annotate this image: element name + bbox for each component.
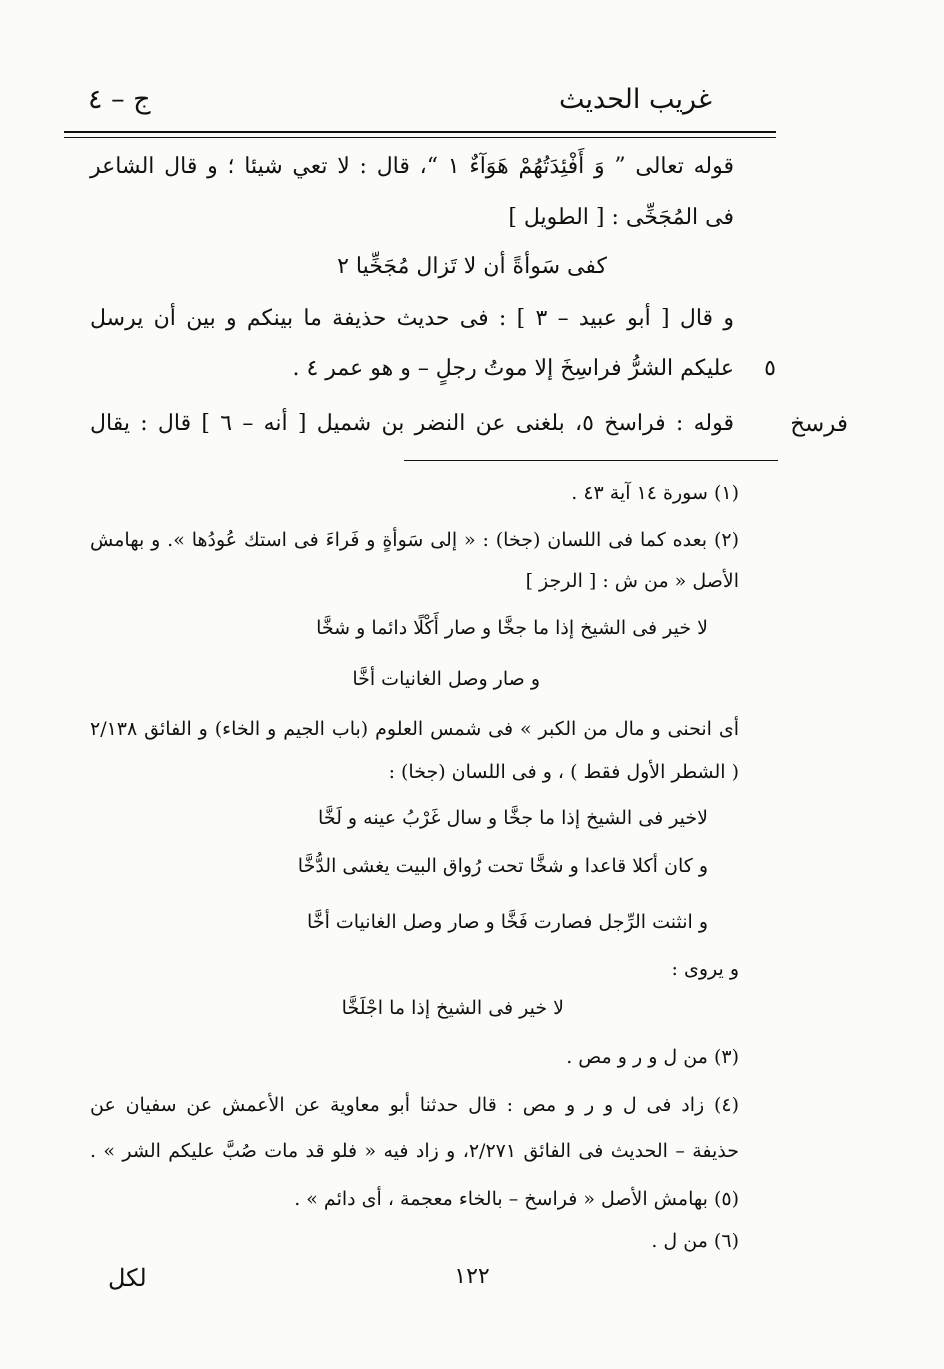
main-line-1: قوله تعالى ” وَ أَفْئِدَتُهُمْ هَوَآءٌ ١ “، قال : لا تعي شيئا ؛ و قال الشاعر: [90, 154, 734, 179]
main-line-6: قوله : فراسخ ٥، بلغنى عن النضر بن شميل [ أنه – ٦ ] قال : يقال: [90, 411, 734, 436]
main-line-4: و قال [ أبو عبيد – ٣ ] : فى حديث حذيفة ما بينكم و بين أن يرسل: [90, 306, 734, 331]
footnote-verse: و انثنت الرِّجل فصارت فَخَّا و صار وصل الغانيات أخَّا: [307, 911, 708, 933]
footnote-2: (٢) بعده كما فى اللسان (جخا) : « إلى سَوأةٍ و فَراءَ فى استك عُودُها ». و بهامش: [90, 529, 739, 551]
margin-keyword: فرسخ: [790, 411, 848, 437]
footnote-6: (٦) من ل .: [651, 1230, 739, 1252]
footnote-verse: و كان أكلا قاعدا و شخَّا تحت رُواق البيت يغشى الدُّخَّا: [297, 855, 708, 877]
footnote-1: (١) سورة ١٤ آية ٤٣ .: [571, 482, 739, 504]
footnote-5: (٥) بهامش الأصل « فراسخ – بالخاء معجمة ، أى دائم » .: [294, 1188, 739, 1210]
footnote-verse: لا خير فى الشيخ إذا ما اجْلَخَّا: [341, 997, 564, 1019]
running-title: غريب الحديث: [559, 84, 712, 115]
volume-label: ج – ٤: [88, 84, 151, 115]
main-line-5: عليكم الشرُّ فراسِخَ إلا موتُ رجلٍ – و هو عمر ٤ .: [292, 356, 734, 381]
footnote-verse: و صار وصل الغانيات أخَّا: [352, 668, 540, 690]
main-line-2: فى المُجَخِّى : [ الطويل ]: [508, 205, 734, 230]
header-rule-thick: [64, 131, 776, 133]
footnote-2-text: و يروى :: [671, 958, 739, 980]
footnote-3: (٣) من ل و ر و مص .: [566, 1046, 739, 1068]
footnote-verse: لا خير فى الشيخ إذا ما جخَّا و صار أَكْلًا دائما و شخَّا: [316, 617, 708, 639]
footnote-2-text: أى انحنى و مال من الكبر » فى شمس العلوم (باب الجيم و الخاء) و الفائق ٢/١٣٨: [90, 718, 739, 740]
catchword: لكل: [108, 1264, 147, 1292]
line-number-marker: ٥: [764, 356, 776, 381]
page-number: ١٢٢: [454, 1264, 490, 1289]
main-verse: كفى سَوأةً أن لا تَزال مُجَخِّيا ٢: [337, 254, 607, 279]
footnote-verse: لاخير فى الشيخ إذا ما جخَّا و سال غَرْبُ عينه و لَخَّا: [318, 807, 708, 829]
header-rule-thin: [64, 137, 776, 138]
footnote-4-cont: حذيفة – الحديث فى الفائق ٢/٢٧١، و زاد فيه « فلو قد مات صُبَّ عليكم الشر » .: [90, 1140, 740, 1162]
footnote-2-cont: الأصل « من ش : [ الرجز ]: [525, 570, 739, 592]
footnote-4: (٤) زاد فى ل و ر و مص : قال حدثنا أبو معاوية عن الأعمش عن سفيان عن: [90, 1094, 739, 1116]
footnote-2-text: ( الشطر الأول فقط ) ، و فى اللسان (جخا) :: [388, 761, 739, 783]
footnote-separator: [404, 460, 778, 461]
